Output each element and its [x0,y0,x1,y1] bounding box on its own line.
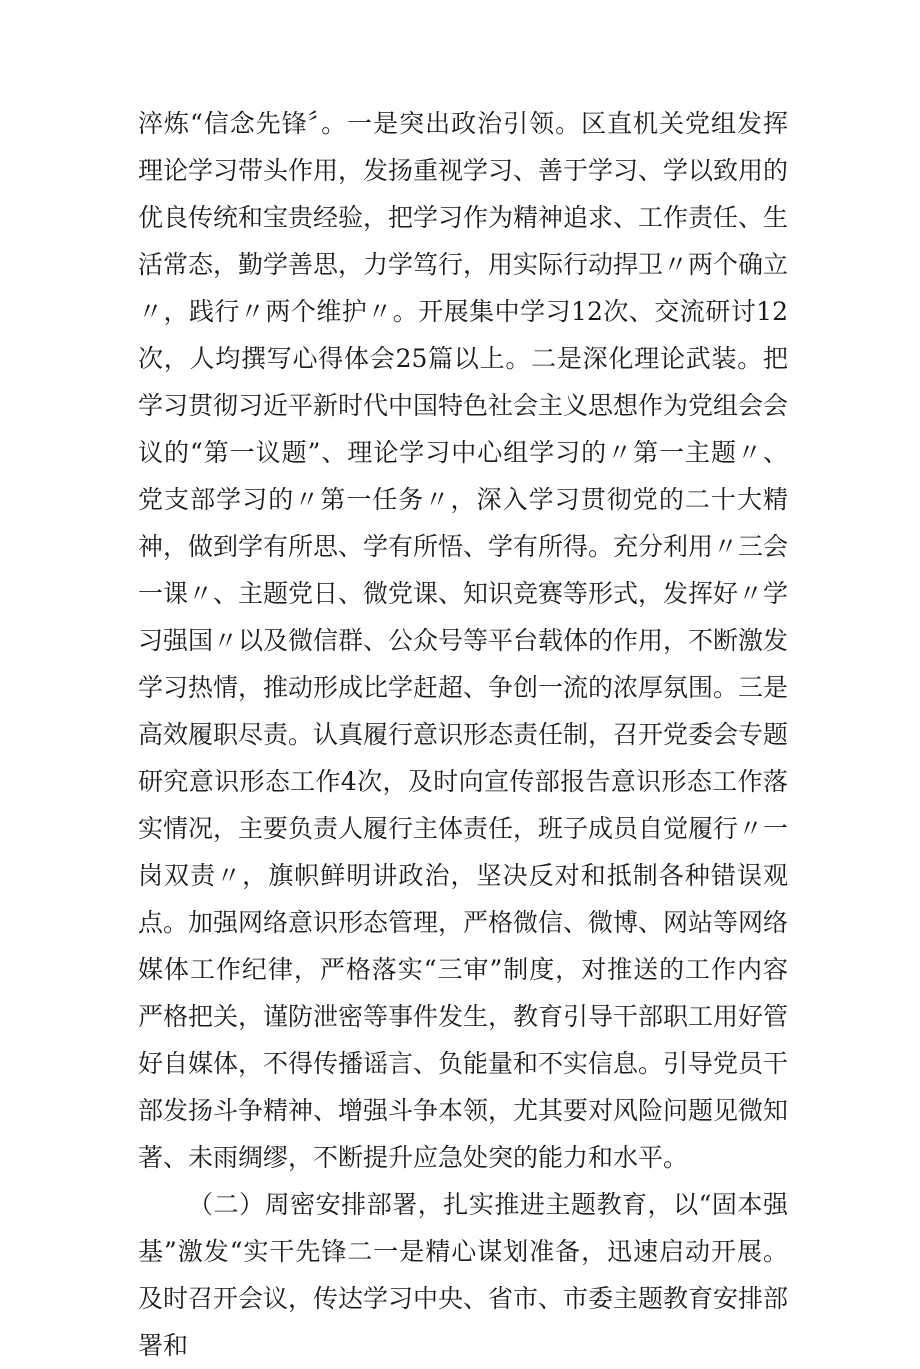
paragraph-1: 淬炼“信念先锋〞。一是突出政治引领。区直机关党组发挥理论学习带头作用，发扬重视学习、善于学习、学以致用的优良传统和宝贵经验，把学习作为精神追求、工作责任、生活常态，勤学善思，力学笃行，用实际行动捍卫〃两个确立〃，践行〃两个维护〃。开展集中学习12次、交流研讨12次，人均撰写心得体会25篇以上。二是深化理论武装。把学习贯彻习近平新时代中国特色社会主义思想作为党组会会议的“第一议题”、理论学习中心组学习的〃第一主题〃、党支部学习的〃第一任务〃，深入学习贯彻党的二十大精神，做到学有所思、学有所悟、学有所得。充分利用〃三会一课〃、主题党日、微党课、知识竞赛等形式，发挥好〃学习强国〃以及微信群、公众号等平台载体的作用，不断激发学习热情，推动形成比学赶超、争创一流的浓厚氛围。三是高效履职尽责。认真履行意识形态责任制，召开党委会专题研究意识形态工作4次，及时向宣传部报告意识形态工作落实情况，主要负责人履行主体责任，班子成员自觉履行〃一岗双责〃，旗帜鲜明讲政治，坚决反对和抵制各种错误观点。加强网络意识形态管理，严格微信、微博、网站等网络媒体工作纪律，严格落实“三审”制度，对推送的工作内容严格把关，谨防泄密等事件发生，教育引导干部职工用好管好自媒体，不得传播谣言、负能量和不实信息。引导党员干部发扬斗争精神、增强斗争本领，尤其要对风险问题见微知著、未雨绸缪，不断提升应急处突的能力和水平。 [138,109,789,1172]
paragraph-2: （二）周密安排部署，扎实推进主题教育，以“固本强基”激发“实干先锋二一是精心谋划准备，迅速启动开展。及时召开会议，传达学习中央、省市、市委主题教育安排部署和 [138,1190,789,1360]
document-body [138,100,788,1369]
